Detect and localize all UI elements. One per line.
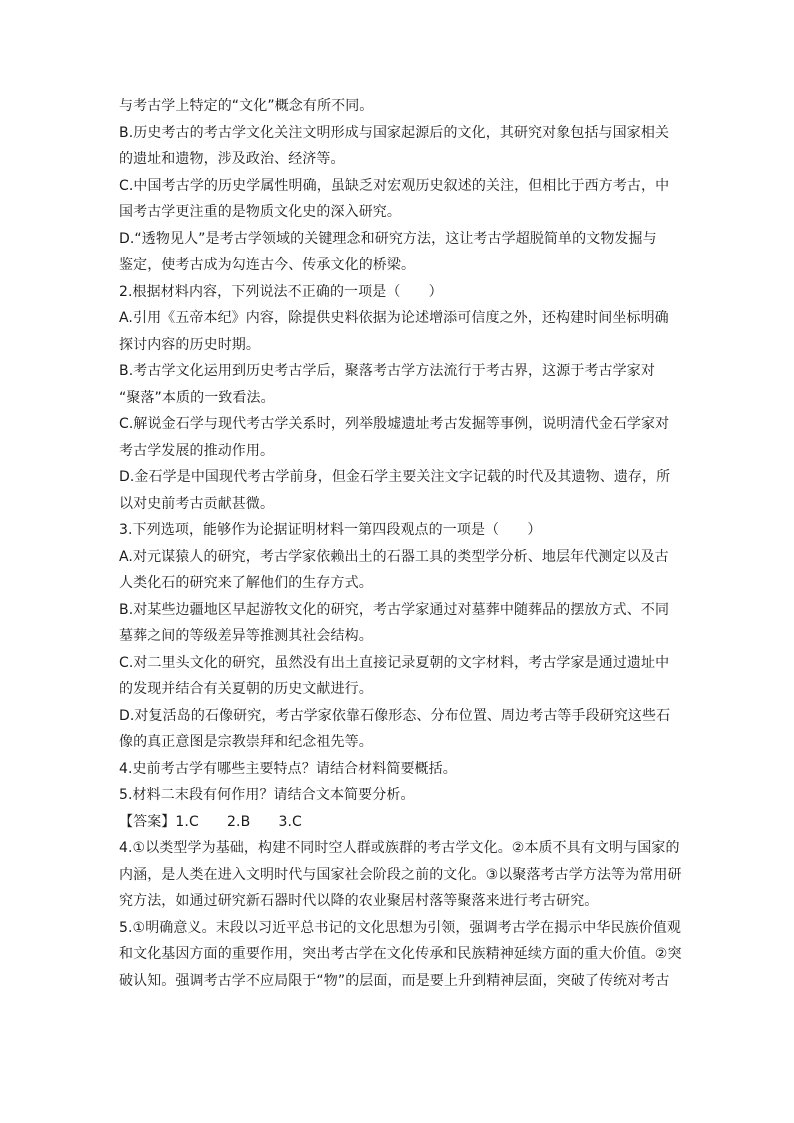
- text-line: A.引用《五帝本纪》内容，除提供史料依据为论述增添可信度之外，还构建时间坐标明确: [119, 310, 669, 326]
- text-line: A.对元谋猿人的研究，考古学家依赖出土的石器工具的类型学分析、地层年代测定以及古: [119, 548, 669, 565]
- text-line: 4.①以类型学为基础，构建不同时空人群或族群的考古学文化。②本质不具有文明与国家的: [119, 840, 680, 856]
- text-line: 以对史前考古贡献甚微。: [119, 495, 275, 512]
- text-line: C.中国考古学的历史学属性明确，虽缺乏对宏观历史叙述的关注，但相比于西方考古，中: [119, 177, 670, 194]
- text-line: D.对复活岛的石像研究，考古学家依靠石像形态、分布位置、周边考古等手段研究这些石: [119, 707, 671, 724]
- text-line: 4.史前考古学有哪些主要特点？请结合材料简要概括。: [119, 760, 457, 777]
- text-line: C.对二里头文化的研究，虽然没有出土直接记录夏朝的文字材料，考古学家是通过遗址中: [119, 654, 670, 671]
- text-line: 国考古学更注重的是物质文化史的深入研究。: [119, 204, 401, 220]
- text-line: C.解说金石学与现代考古学关系时，列举殷墟遗址考古发掘等事例，说明清代金石学家对: [119, 416, 670, 432]
- text-line: 人类化石的研究来了解他们的生存方式。: [119, 575, 373, 591]
- text-line: 像的真正意图是宗教崇拜和纪念祖先等。: [119, 734, 373, 750]
- text-line: 的遗址和遗物，涉及政治、经济等。: [119, 151, 345, 167]
- text-line: B.对某些边疆地区早起游牧文化的研究，考古学家通过对墓葬中随葬品的摆放方式、不同: [119, 601, 670, 618]
- text-line: B.考古学文化运用到历史考古学后，聚落考古学方法流行于考古界，这源于考古学家对: [119, 363, 655, 379]
- text-line: D.金石学是中国现代考古学前身，但金石学主要关注文字记载的时代及其遗物、遗存，所: [119, 469, 671, 485]
- text-line: 考古学发展的推动作用。: [119, 442, 275, 459]
- text-line: 5.①明确意义。末段以习近平总书记的文化思想为引领，强调考古学在揭示中华民族价值观: [119, 919, 682, 936]
- text-line: 破认知。强调考古学不应局限于“物”的层面，而是要上升到精神层面，突破了传统对考古: [119, 972, 670, 989]
- text-line: 的发现并结合有关夏朝的历史文献进行。: [119, 681, 373, 697]
- document-body: [119, 93, 682, 994]
- text-line: 探讨内容的历史时期。: [119, 336, 260, 353]
- text-line: 究方法，如通过研究新石器时代以降的农业聚居村落等聚落来进行考古研究。: [119, 893, 599, 909]
- text-line: 鉴定，使考古成为勾连古今、传承文化的桥梁。: [119, 257, 416, 273]
- text-line: 内涵，是人类在进入文明时代与国家社会阶段之前的文化。③以聚落考古学方法等为常用研: [119, 866, 682, 883]
- text-line: 3.下列选项，能够作为论据证明材料一第四段观点的一项是（ ）: [119, 522, 542, 538]
- text-line: 【答案】1.C 2.B 3.C: [119, 813, 302, 830]
- text-line: 和文化基因方面的重要作用，突出考古学在文化传承和民族精神延续方面的重大价值。②突: [119, 946, 682, 962]
- text-line: 与考古学上特定的“文化”概念有所不同。: [119, 98, 374, 114]
- text-line: D.“透物见人”是考古学领域的关键理念和研究方法，这让考古学超脱简单的文物发掘与: [119, 230, 657, 247]
- text-line: 2.根据材料内容，下列说法不正确的一项是（ ）: [119, 283, 443, 300]
- text-line: 5.材料二末段有何作用？请结合文本简要分析。: [119, 787, 415, 803]
- text-line: 墓葬之间的等级差异等推测其社会结构。: [119, 628, 373, 644]
- text-line: “聚落”本质的一致看法。: [119, 389, 275, 406]
- text-line: B.历史考古的考古学文化关注文明形成与国家起源后的文化，其研究对象包括与国家相关: [119, 124, 670, 141]
